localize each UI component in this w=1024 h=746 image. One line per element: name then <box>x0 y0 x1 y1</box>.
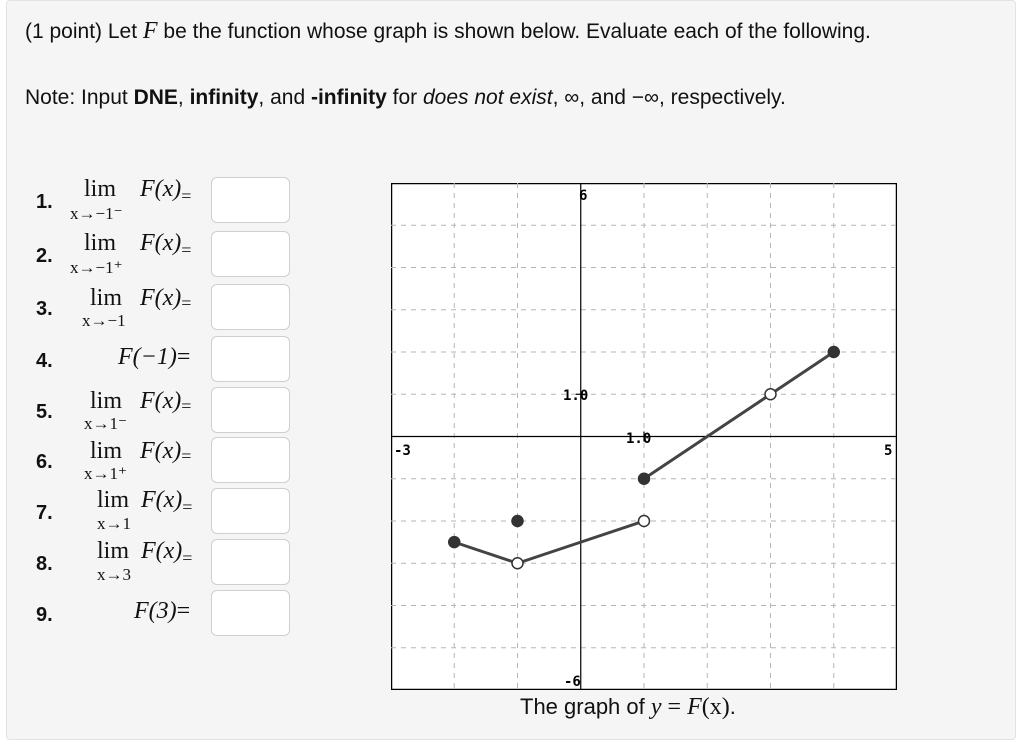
question-number: 2. <box>36 245 53 267</box>
problem-statement <box>25 18 871 45</box>
question-6 <box>0 436 300 486</box>
header-prefix: (1 point) Let <box>25 20 143 43</box>
limit-expression: F(x) <box>141 487 183 513</box>
question-9 <box>0 589 300 639</box>
value-expression: F(3) <box>134 598 177 624</box>
note-neg-infinity: -infinity <box>310 86 387 109</box>
caption-eq: = <box>661 694 688 720</box>
answer-input-1[interactable] <box>211 177 290 223</box>
question-number: 9. <box>36 604 53 626</box>
lim-word: lim <box>90 285 123 311</box>
closed-point <box>512 516 523 527</box>
note-for: for <box>386 86 423 109</box>
limit-expression: F(x) <box>140 176 182 202</box>
question-number: 5. <box>36 401 53 423</box>
y-min-label: -6 <box>564 674 581 690</box>
open-point <box>512 558 523 569</box>
caption-F: F <box>687 694 702 720</box>
open-point <box>765 389 776 400</box>
question-3 <box>0 283 300 333</box>
answer-input-8[interactable] <box>211 539 290 585</box>
limit-subscript: x→1 <box>97 514 131 533</box>
lim-word: lim <box>84 176 117 202</box>
equals-sign: = <box>176 344 191 370</box>
equals-sign: = <box>181 446 192 466</box>
equals-sign: = <box>181 396 192 416</box>
caption-y: y <box>650 694 662 720</box>
answer-input-6[interactable] <box>211 437 290 483</box>
y-unit-label: 1.0 <box>563 388 589 404</box>
input-note <box>25 86 786 110</box>
graph-caption <box>520 694 736 721</box>
question-number: 6. <box>36 451 53 473</box>
question-2 <box>0 230 300 280</box>
limit-expression: F(x) <box>140 388 182 414</box>
answer-input-9[interactable] <box>211 590 290 636</box>
question-5 <box>0 386 300 436</box>
limit-subscript: x→−1 <box>82 311 126 330</box>
limit-subscript: x→1⁺ <box>84 464 127 483</box>
lim-word: lim <box>97 487 130 513</box>
header-suffix: be the function whose graph is shown below. Evaluate each of the following. <box>157 20 871 43</box>
x-unit-label: 1.0 <box>626 431 652 447</box>
graph-svg <box>391 183 897 690</box>
lim-word: lim <box>90 388 123 414</box>
note-sep2: , and <box>258 86 311 109</box>
x-min-label: -3 <box>394 443 411 459</box>
header-var: F <box>142 18 158 44</box>
answer-input-7[interactable] <box>211 488 290 534</box>
equals-sign: = <box>182 497 193 517</box>
caption-end: . <box>729 694 736 719</box>
x-max-label: 5 <box>884 443 893 459</box>
limit-subscript: x→−1⁺ <box>70 258 123 277</box>
note-prefix: Note: Input <box>25 86 134 109</box>
question-7 <box>0 487 300 537</box>
answer-input-2[interactable] <box>211 231 290 277</box>
note-dne: DNE <box>133 86 178 109</box>
note-dne-text: does not exist <box>422 86 553 109</box>
limit-subscript: x→1⁻ <box>84 414 127 433</box>
question-8 <box>0 538 300 588</box>
lim-word: lim <box>84 230 117 256</box>
equals-sign: = <box>181 240 192 260</box>
question-number: 8. <box>36 553 53 575</box>
note-sep1: , <box>177 86 190 109</box>
question-number: 4. <box>36 350 53 372</box>
closed-point <box>449 537 460 548</box>
limit-expression: F(x) <box>141 538 183 564</box>
equals-sign: = <box>181 293 192 313</box>
value-expression: F(−1) <box>118 344 177 370</box>
question-number: 7. <box>36 502 53 524</box>
question-1 <box>0 176 300 226</box>
question-number: 1. <box>36 191 53 213</box>
closed-point <box>828 347 839 358</box>
limit-expression: F(x) <box>140 285 182 311</box>
lim-word: lim <box>97 538 130 564</box>
question-4 <box>0 335 300 385</box>
note-infinity: infinity <box>189 86 259 109</box>
note-tail: , ∞, and −∞, respectively. <box>552 86 786 109</box>
equals-sign: = <box>176 598 191 624</box>
closed-point <box>639 473 650 484</box>
question-number: 3. <box>36 298 53 320</box>
limit-subscript: x→3 <box>97 565 131 584</box>
equals-sign: = <box>182 548 193 568</box>
equals-sign: = <box>181 186 192 206</box>
limit-expression: F(x) <box>140 438 182 464</box>
lim-word: lim <box>90 438 123 464</box>
answer-input-4[interactable] <box>211 336 290 382</box>
function-graph <box>391 183 897 690</box>
y-max-label: 6 <box>579 188 588 204</box>
open-point <box>639 516 650 527</box>
limit-subscript: x→−1⁻ <box>70 204 123 223</box>
answer-input-3[interactable] <box>211 284 290 330</box>
answer-input-5[interactable] <box>211 387 290 433</box>
limit-expression: F(x) <box>140 230 182 256</box>
caption-prefix: The graph of <box>520 694 651 719</box>
caption-x: (x) <box>701 694 730 720</box>
